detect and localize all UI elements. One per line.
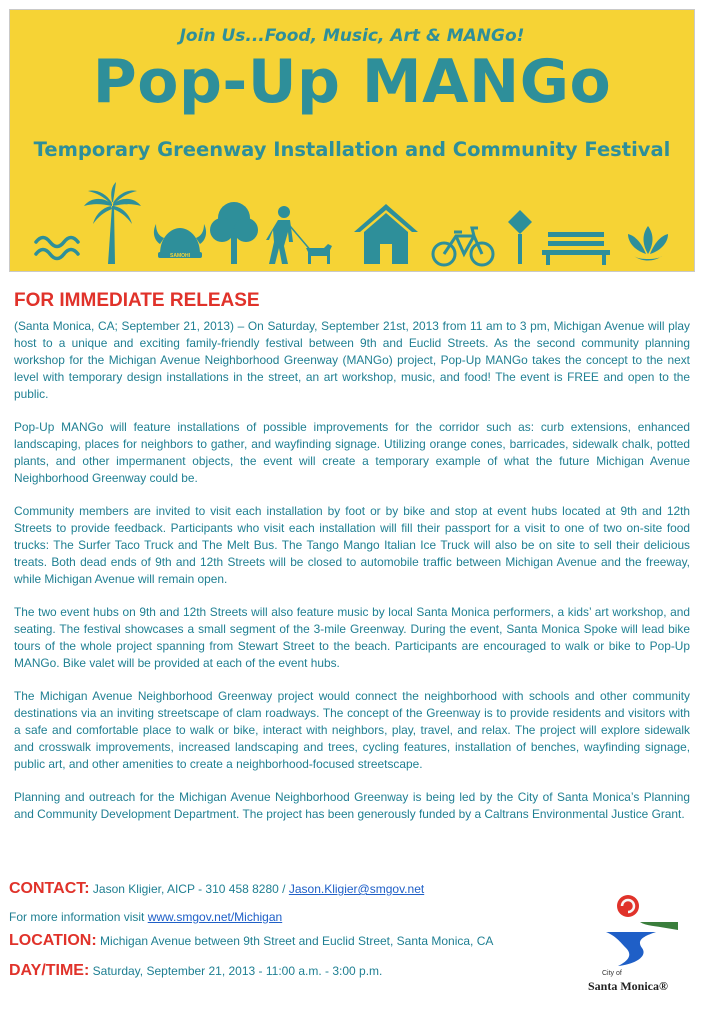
banner-subtitle: Temporary Greenway Installation and Community Festival <box>33 138 671 161</box>
paragraph: The Michigan Avenue Neighborhood Greenway project would connect the neighborhood with schools and other community destinations via an inviting streetscape of clam roadways. The concept of the Greenway is to provide residents and visitors with a safe and comfortable place to walk or bike, interact with neighbors, play, travel, and relax. The project will explore sidewalk and crosswalk improvements, increased landscaping and trees, cycling features, installation of benches, wayfinding signage, public art, and other amenities to create a neighborhood-focused streetscape. <box>14 689 690 771</box>
contact-line <box>9 880 424 898</box>
logo-city-of: City of <box>602 970 622 977</box>
more-info-line <box>9 910 282 924</box>
banner-title: Pop-Up MANGo <box>92 47 612 117</box>
paragraph: (Santa Monica, CA; September 21, 2013) – On Saturday, September 21st, 2013 from 11 am to 3 pm, Michigan Avenue will play host to a unique and exciting family-friendly festival between 9th and Euclid Streets. As the second community planning workshop for the Michigan Avenue Neighborhood Greenway (MANGo) project, Pop-Up MANGo takes the concept to the next level with temporary design installations in the street, an art workshop, music, and food! The event is FREE and open to the public. <box>14 319 690 401</box>
palm-tree-icon <box>84 182 141 264</box>
press-release-body <box>14 318 690 839</box>
city-logo-icon <box>588 888 688 970</box>
event-banner <box>9 9 695 272</box>
paragraph: Pop-Up MANGo will feature installations of possible improvements for the corridor such as: curb extensions, enhanced landscaping, places for neighbors to gather, and wayfinding signage. Utilizing orange cones, barricades, sidewalk chalk, potted plants, and other impermanent objects, the event will create a temporary example of what the future Michigan Avenue Neighborhood Greenway could be. <box>14 420 690 485</box>
daytime-label: DAY/TIME: <box>9 962 90 979</box>
bench-icon <box>542 232 610 265</box>
paragraph: Planning and outreach for the Michigan Avenue Neighborhood Greenway is being led by the City of Santa Monica’s Planning and Community Development Department. The project has been generously funded by a Caltrans Environmental Justice Grant. <box>14 790 690 821</box>
santa-monica-logo <box>588 888 688 998</box>
more-info-link[interactable]: www.smgov.net/Michigan <box>147 910 283 924</box>
paragraph: The two event hubs on 9th and 12th Streets will also feature music by local Santa Monica performers, a kids’ art workshop, and seating. The festival showcases a small segment of the 3-mile Greenway. During the event, Santa Monica Spoke will lead bike tours of the whole project spanning from Stewart Street to the beach. Participants are encouraged to walk or bike to Pop-Up MANGo. Bike valet will be provided at each of the event hubs. <box>14 605 690 670</box>
more-info-text: For more information visit <box>9 910 148 924</box>
logo-city-name: Santa Monica® <box>588 979 668 993</box>
banner-icon-strip <box>34 182 674 270</box>
house-icon <box>354 204 418 264</box>
sign-icon <box>508 210 532 264</box>
helmet-label: SAMOHI <box>170 253 190 259</box>
person-walking-dog-icon <box>266 206 332 264</box>
release-heading: FOR IMMEDIATE RELEASE <box>14 290 260 311</box>
daytime-text: Saturday, September 21, 2013 - 11:00 a.m. - 3:00 p.m. <box>92 964 383 978</box>
lotus-icon <box>628 226 668 261</box>
waves-icon <box>36 238 78 259</box>
contact-email-link[interactable]: Jason.Kligier@smgov.net <box>288 882 425 896</box>
location-label: LOCATION: <box>9 932 97 949</box>
paragraph: Community members are invited to visit each installation by foot or by bike and stop at event hubs located at 9th and 12th Streets to provide feedback. Participants who visit each installation will fill their passport for a visit to one of two on-site food trucks: The Surfer Taco Truck and The Melt Bus. The Tango Mango Italian Ice Truck will also be on site to sell their delicious treats. Both dead ends of 9th and 12th Streets will be closed to automobile traffic between Michigan Avenue and the freeway, while Michigan Avenue will remain open. <box>14 504 690 586</box>
banner-tagline: Join Us...Food, Music, Art & MANGo! <box>179 26 525 46</box>
tree-icon <box>210 202 258 264</box>
contact-text: Jason Kligier, AICP - 310 458 8280 / <box>92 882 289 896</box>
daytime-line <box>9 962 382 980</box>
viking-helmet-icon <box>154 224 206 259</box>
contact-label: CONTACT: <box>9 880 90 897</box>
bicycle-icon <box>433 228 493 265</box>
location-line <box>9 932 493 950</box>
location-text: Michigan Avenue between 9th Street and Euclid Street, Santa Monica, CA <box>100 934 494 948</box>
